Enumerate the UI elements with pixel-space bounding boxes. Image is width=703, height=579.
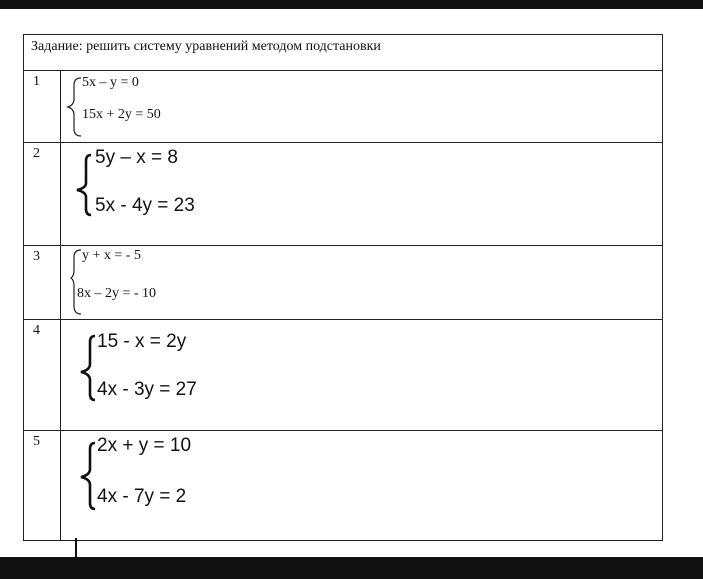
equation-1: 2x + y = 10 — [97, 435, 192, 456]
equation-1: y + x = - 5 — [82, 248, 141, 263]
text-cursor — [75, 538, 77, 557]
table-row — [24, 320, 663, 431]
equation-system — [61, 143, 662, 245]
equation-system-cell — [61, 431, 663, 541]
equation-2: 8x – 2y = - 10 — [77, 286, 157, 301]
curly-brace-icon — [61, 320, 101, 430]
equation-system — [61, 431, 662, 540]
curly-brace-icon — [61, 431, 101, 540]
equation-1: 5y – x = 8 — [95, 147, 178, 168]
task-table — [23, 34, 663, 541]
row-number: 1 — [24, 71, 61, 143]
table-row — [24, 71, 663, 143]
equation-1: 15 - x = 2y — [97, 331, 187, 352]
header-row — [24, 35, 663, 71]
equation-1: 5x – y = 0 — [82, 75, 139, 90]
bottom-dark-bar — [0, 557, 703, 579]
equation-2: 5x - 4y = 23 — [95, 195, 195, 216]
equation-2: 4x - 3y = 27 — [97, 379, 197, 400]
table-row — [24, 431, 663, 541]
task-header: Задание: решить систему уравнений методом подстановки — [24, 35, 663, 71]
row-number: 5 — [24, 431, 61, 541]
equation-system-cell — [61, 71, 663, 143]
equation-system — [61, 246, 662, 319]
equation-system — [61, 320, 662, 430]
row-number: 4 — [24, 320, 61, 431]
equation-2: 15x + 2y = 50 — [82, 107, 161, 122]
top-dark-bar — [0, 0, 703, 9]
table-row — [24, 143, 663, 246]
equation-system — [61, 71, 662, 142]
table-row — [24, 246, 663, 320]
row-number: 3 — [24, 246, 61, 320]
equation-system-cell — [61, 143, 663, 246]
equation-system-cell — [61, 246, 663, 320]
equation-2: 4x - 7y = 2 — [97, 486, 187, 507]
row-number: 2 — [24, 143, 61, 246]
equation-system-cell — [61, 320, 663, 431]
